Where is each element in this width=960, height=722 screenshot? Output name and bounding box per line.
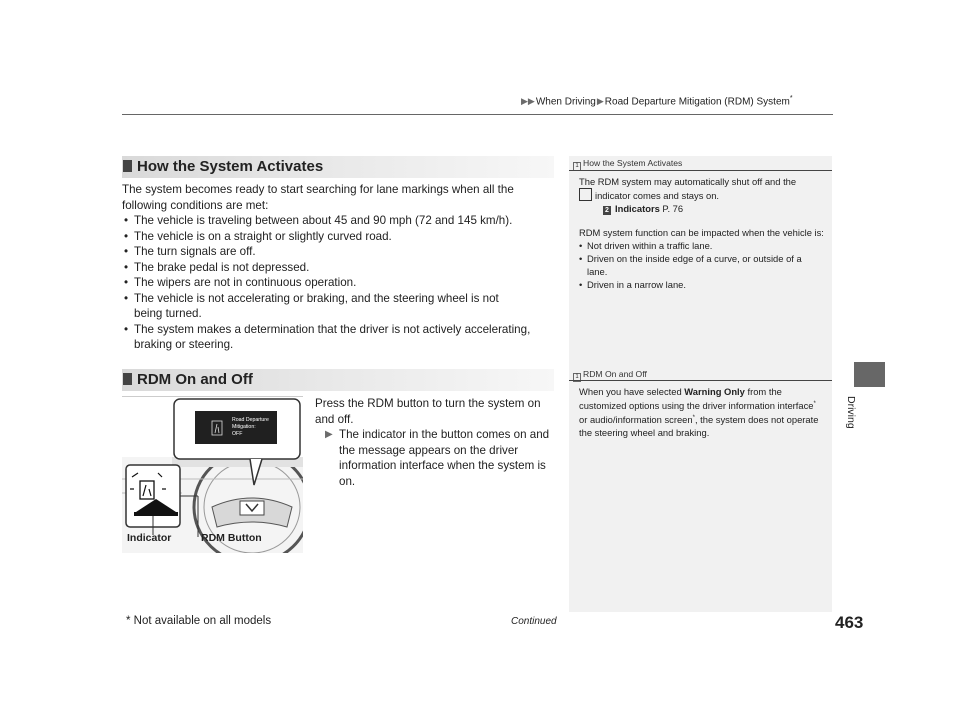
note1-body — [579, 175, 824, 291]
list-item: • The wipers are not in continuous operation. — [122, 275, 554, 291]
breadcrumb — [520, 95, 793, 107]
section-heading-rdm-on-off: RDM On and Off — [122, 369, 554, 391]
asterisk-mark: * — [789, 95, 793, 102]
breadcrumb-item-rdm: Road Departure Mitigation (RDM) System — [604, 96, 790, 108]
note1-p2: RDM system function can be impacted when the vehicle is: — [579, 227, 824, 238]
chapter-label: Driving — [845, 396, 857, 429]
chapter-tab — [854, 362, 885, 387]
conditions-list — [122, 213, 554, 353]
indicators-xref[interactable]: 2 Indicators P. 76 — [579, 202, 824, 215]
dashboard-svg — [122, 397, 303, 553]
section2-body — [315, 396, 555, 489]
rdm-indicator-icon — [579, 188, 592, 201]
note1-title: 1 How the System Activates — [573, 158, 682, 171]
rdm-button-illustration — [122, 396, 303, 553]
note-marker-icon: 1 — [573, 373, 581, 382]
breadcrumb-arrow-icon: ▶ — [596, 96, 604, 107]
result-arrow-icon: ▶ — [325, 429, 333, 440]
section1-body — [122, 182, 554, 353]
rdm-button-label: RDM Button — [201, 532, 262, 544]
note-marker-icon: 1 — [573, 162, 581, 171]
section-heading-how-system-activates: How the System Activates — [122, 156, 554, 178]
continued-label: Continued — [511, 616, 557, 627]
note1-rule — [569, 170, 832, 171]
xref-icon: 2 — [603, 206, 611, 215]
note2-body: When you have selected Warning Only from the customized options using the driver information interface* or audio/information screen*, the system does not operate the steering wheel and braking. — [579, 386, 819, 439]
screen-line-2: Mitigation: — [232, 424, 256, 430]
section1-intro: The system becomes ready to start searching for lane markings when all the following conditions are met: — [122, 183, 514, 212]
breadcrumb-arrow-icon: ▶▶ — [521, 96, 535, 107]
note1-p1b: indicator comes and stays on. — [579, 188, 824, 202]
list-item: • The vehicle is traveling between about 45 and 90 mph (72 and 145 km/h). — [122, 213, 554, 229]
section-square-icon — [123, 373, 132, 385]
note1-p1a: The RDM system may automatically shut off and the — [579, 176, 797, 187]
section-square-icon — [123, 160, 132, 172]
note2-title: 1 RDM On and Off — [573, 369, 647, 382]
list-item: • Driven in a narrow lane. — [579, 278, 824, 291]
screen-line-1: Road Departure — [232, 417, 269, 423]
list-item: • The vehicle is not accelerating or braking, and the steering wheel is not being turned. — [122, 291, 554, 322]
rdm-instruction: Press the RDM button to turn the system on and off. — [315, 397, 541, 426]
rdm-result: ▶ The indicator in the button comes on and the message appears on the driver information interface when the system is on. — [325, 428, 550, 488]
note1-list — [579, 239, 824, 291]
list-item: • The turn signals are off. — [122, 244, 554, 260]
screen-line-3: OFF — [232, 431, 243, 437]
breadcrumb-item-when-driving: When Driving — [535, 96, 596, 108]
warning-only-text: Warning Only — [684, 386, 745, 397]
list-item: • Driven on the inside edge of a curve, or outside of a lane. — [579, 252, 824, 278]
header-rule — [122, 114, 833, 115]
list-item: • The brake pedal is not depressed. — [122, 260, 554, 276]
list-item: • The system makes a determination that the driver is not actively accelerating, braking or steering. — [122, 322, 554, 353]
indicator-label: Indicator — [127, 532, 172, 544]
page-number: 463 — [835, 613, 864, 632]
list-item: • Not driven within a traffic lane. — [579, 239, 824, 252]
note2-rule — [569, 380, 832, 381]
footnote: * Not available on all models — [126, 615, 272, 627]
list-item: • The vehicle is on a straight or slightly curved road. — [122, 229, 554, 245]
